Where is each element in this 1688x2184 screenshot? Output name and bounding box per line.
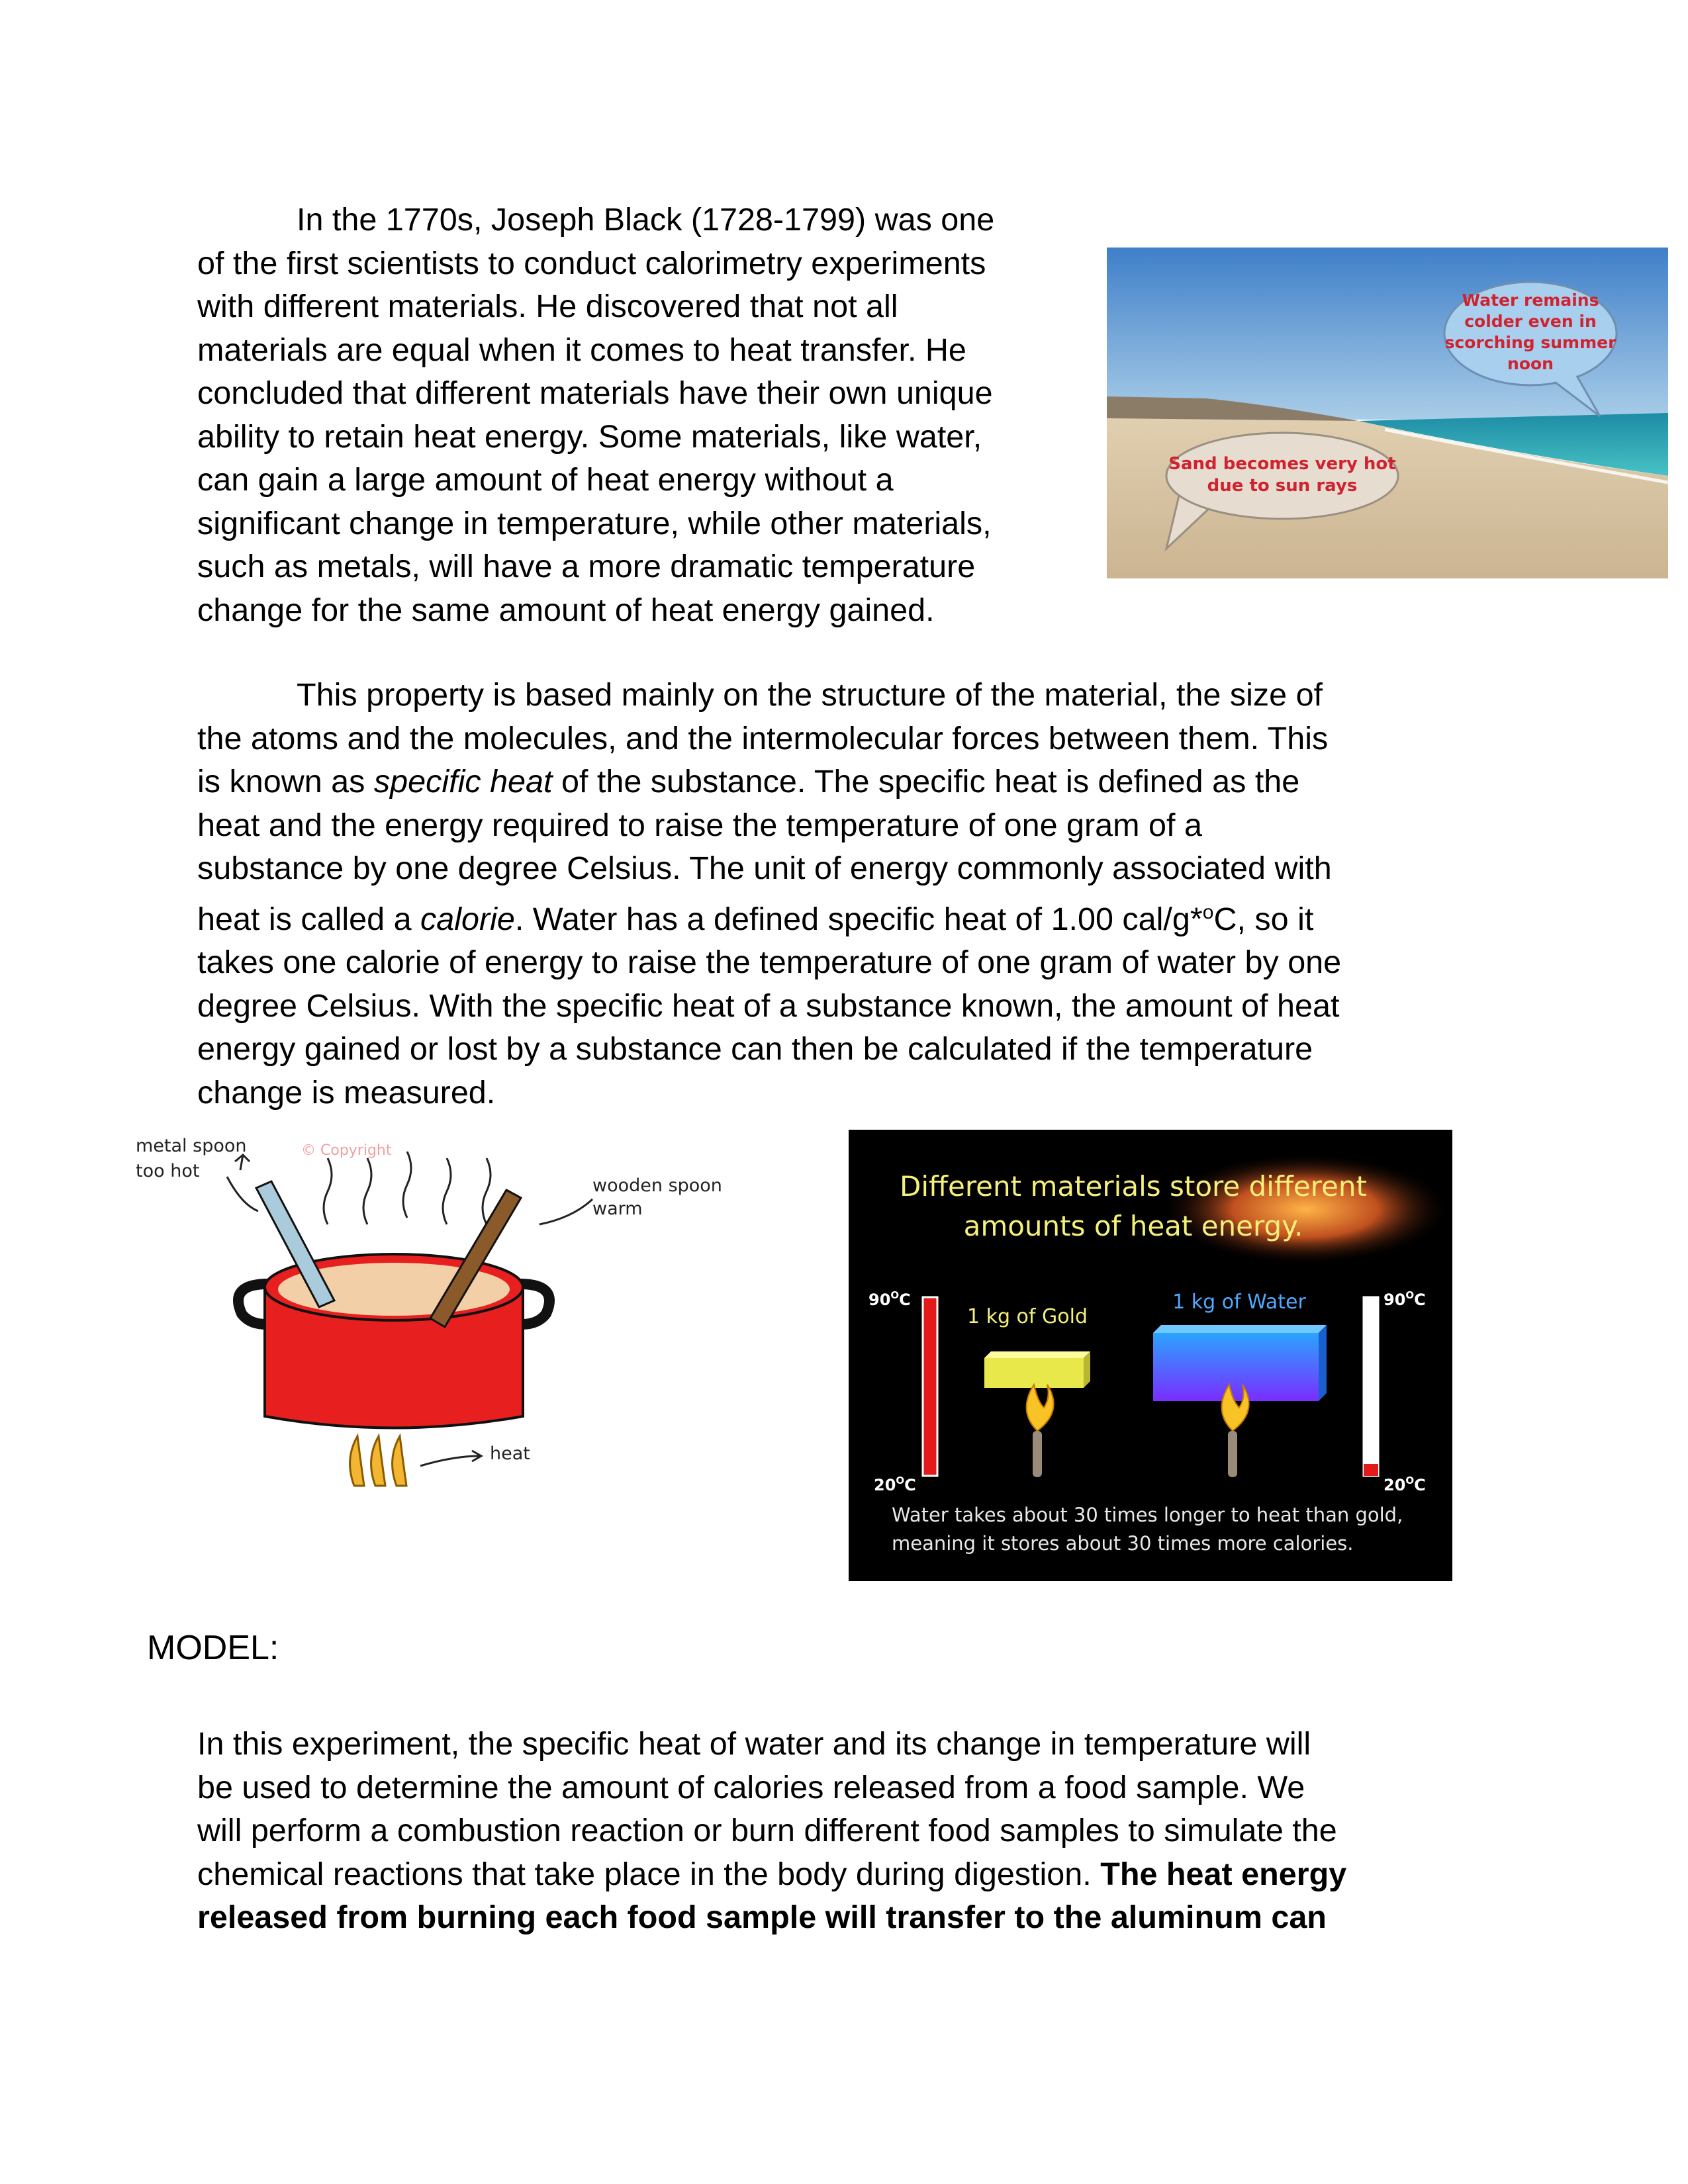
text-line: heat and the energy required to raise the temperature of one gram of a <box>197 807 1202 843</box>
intro-paragraph <box>197 199 1104 632</box>
copyright-watermark: © Copyright <box>301 1142 392 1159</box>
text-run: . Water has a defined specific heat of 1.00 cal/g* <box>514 901 1203 937</box>
chart-caption-line: meaning it stores about 30 times more calories. <box>892 1532 1354 1555</box>
bubble-water-line: colder even in <box>1464 312 1597 331</box>
bubble-sand-line: due to sun rays <box>1207 476 1358 496</box>
degree-mark: O <box>1405 1475 1415 1486</box>
text-line <box>197 1853 1495 1897</box>
water-block <box>1153 1333 1319 1401</box>
text-line: the atoms and the molecules, and the intermolecular forces between them. This <box>197 720 1329 756</box>
text-line: In this experiment, the specific heat of water and its change in temperature will <box>197 1726 1311 1762</box>
bold-text-run: released from burning each food sample will transfer to the aluminum can <box>197 1899 1327 1935</box>
svg-text:20OC <box>874 1475 916 1494</box>
svg-text:90OC <box>1383 1289 1426 1309</box>
text-line: This property is based mainly on the structure of the material, the size of <box>297 677 1323 713</box>
degree-mark: O <box>1405 1289 1415 1301</box>
bubble-sand-line: Sand becomes very hot <box>1168 454 1396 474</box>
pot-spoons-image <box>129 1125 725 1509</box>
unit-mark: C <box>1414 1291 1426 1309</box>
text-line: substance by one degree Celsius. The unit of energy commonly associated with <box>197 850 1332 886</box>
gold-thermometer <box>923 1297 937 1476</box>
degree-mark: O <box>890 1289 900 1301</box>
degree-mark: O <box>896 1475 905 1486</box>
unit-mark: C <box>1414 1476 1426 1494</box>
text-line: energy gained or lost by a substance can then be calculated if the temperature <box>197 1031 1313 1068</box>
bold-text-run: The heat energy <box>1100 1856 1347 1892</box>
text-line: materials are equal when it comes to heat transfer. He <box>197 332 966 368</box>
metal-spoon-label: metal spoon <box>136 1136 247 1156</box>
svg-text:90OC <box>868 1289 911 1309</box>
text-line: concluded that different materials have their own unique <box>197 375 993 411</box>
left-bottom-temp: 20 <box>874 1476 896 1494</box>
text-run: heat is called a <box>197 901 421 937</box>
svg-text:20OC <box>1383 1475 1426 1494</box>
text-line: ability to retain heat energy. Some materials, like water, <box>197 418 982 455</box>
text-line: change is measured. <box>197 1074 496 1111</box>
right-bottom-temp: 20 <box>1383 1476 1406 1494</box>
text-run: of the substance. The specific heat is defined as the <box>552 764 1300 799</box>
text-run: is known as <box>197 764 374 799</box>
text-line: In the 1770s, Joseph Black (1728-1799) was one <box>297 202 995 238</box>
text-line: be used to determine the amount of calories released from a food sample. We <box>197 1769 1305 1805</box>
bubble-water-line: scorching summer <box>1444 333 1617 352</box>
text-line: change for the same amount of heat energy gained. <box>197 592 935 628</box>
text-run: chemical reactions that take place in the body during digestion. <box>197 1856 1101 1892</box>
beach-image <box>1107 248 1668 578</box>
model-paragraph <box>197 1723 1495 1940</box>
gold-label: 1 kg of Gold <box>966 1305 1088 1328</box>
unit-mark: C <box>899 1291 911 1309</box>
bubble-water-line: noon <box>1507 354 1554 373</box>
degree-superscript: o <box>1202 901 1214 923</box>
text-line: will perform a combustion reaction or burn different food samples to simulate the <box>197 1813 1337 1848</box>
term-calorie: calorie <box>420 901 515 937</box>
wooden-spoon-label: wooden spoon <box>592 1175 722 1196</box>
text-line: significant change in temperature, while other materials, <box>197 505 992 541</box>
water-thermometer <box>1364 1297 1378 1476</box>
water-label: 1 kg of Water <box>1172 1291 1306 1314</box>
text-line: can gain a large amount of heat energy without a <box>197 462 894 498</box>
wooden-spoon-label: warm <box>592 1199 643 1219</box>
text-line <box>197 891 1495 942</box>
bubble-water-line: Water remains <box>1462 291 1599 310</box>
water-thermometer-fill <box>1364 1464 1378 1476</box>
text-run: C, so it <box>1213 901 1314 937</box>
chart-caption-line: Water takes about 30 times longer to heat than gold, <box>892 1504 1403 1526</box>
text-line <box>197 1896 1495 1940</box>
heat-label: heat <box>490 1443 530 1464</box>
model-heading: MODEL: <box>147 1629 279 1667</box>
chart-title-line: Different materials store different <box>900 1170 1367 1203</box>
heat-storage-chart <box>849 1130 1452 1581</box>
metal-spoon-label: too hot <box>136 1161 200 1181</box>
chart-title-line: amounts of heat energy. <box>963 1210 1303 1242</box>
term-specific-heat: specific heat <box>373 764 553 799</box>
left-top-temp: 90 <box>868 1291 891 1309</box>
text-line: with different materials. He discovered that not all <box>197 289 898 324</box>
text-line: such as metals, will have a more dramatic temperature <box>197 549 976 584</box>
text-line: degree Celsius. With the specific heat of a substance known, the amount of heat <box>197 987 1340 1024</box>
specific-heat-paragraph <box>197 674 1495 1115</box>
text-line <box>197 760 1495 804</box>
unit-mark: C <box>904 1476 916 1494</box>
text-line: of the first scientists to conduct calorimetry experiments <box>197 245 986 281</box>
right-top-temp: 90 <box>1383 1291 1406 1309</box>
text-line: takes one calorie of energy to raise the temperature of one gram of water by one <box>197 944 1342 981</box>
